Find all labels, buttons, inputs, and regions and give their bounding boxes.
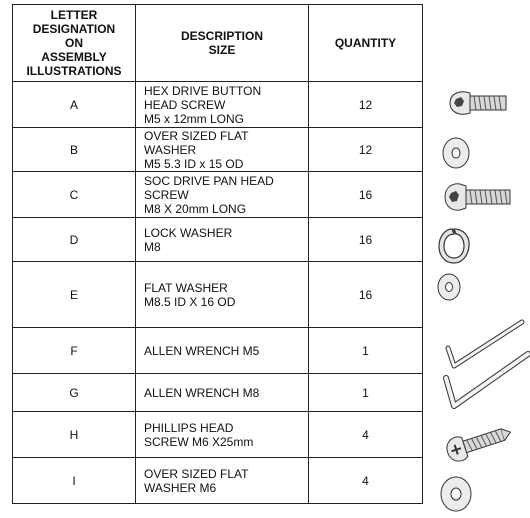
flat-washer-icon: [436, 272, 464, 302]
table-row: [13, 458, 423, 504]
quantity-cell: 12: [309, 82, 423, 128]
description-line: PHILLIPS HEAD: [144, 420, 234, 435]
description-line: M5 5.3 ID x 15 OD: [144, 156, 244, 171]
description-line: FLAT WASHER: [144, 280, 228, 295]
description-cell: [136, 82, 309, 128]
quantity-cell: 1: [309, 374, 423, 412]
phillips-screw-icon: [442, 422, 518, 462]
header-line: ILLUSTRATIONS: [26, 64, 122, 78]
letter-designation-cell: A: [13, 82, 136, 128]
flat-washer-icon: [438, 474, 476, 514]
description-cell: [136, 412, 309, 458]
letter-designation-cell: I: [13, 458, 136, 504]
description-line: WASHER M6: [144, 480, 217, 495]
description-cell: [136, 128, 309, 172]
quantity-cell: 1: [309, 328, 423, 374]
description-line: M8.5 ID X 16 OD: [144, 294, 236, 309]
table-row: [13, 328, 423, 374]
letter-designation-cell: E: [13, 262, 136, 328]
table-row: [13, 374, 423, 412]
description-line: ALLEN WRENCH M8: [144, 385, 260, 400]
description-line: SOC DRIVE PAN HEAD: [144, 173, 274, 188]
table-row: [13, 82, 423, 128]
table-row: [13, 218, 423, 262]
letter-designation-cell: B: [13, 128, 136, 172]
letter-designation-cell: H: [13, 412, 136, 458]
description-line: HEAD SCREW: [144, 97, 226, 112]
hardware-parts-table: [12, 4, 423, 504]
description-line: ALLEN WRENCH M5: [144, 343, 260, 358]
description-cell: [136, 262, 309, 328]
flat-washer-icon: [440, 136, 474, 170]
header-line: LETTER: [50, 8, 98, 22]
description-line: M5 x 12mm LONG: [144, 111, 245, 126]
hardware-illustrations: [426, 0, 530, 518]
letter-designation-cell: C: [13, 172, 136, 218]
description-size-header: [136, 5, 309, 82]
header-line: SIZE: [208, 43, 236, 57]
letter-designation-cell: D: [13, 218, 136, 262]
description-line: SCREW M6 X25mm: [144, 434, 254, 449]
quantity-cell: 12: [309, 128, 423, 172]
description-cell: [136, 374, 309, 412]
pan-head-screw-icon: [442, 180, 518, 214]
quantity-cell: 16: [309, 218, 423, 262]
table-row: [13, 262, 423, 328]
quantity-header: QUANTITY: [309, 5, 423, 82]
lock-washer-icon: [436, 226, 472, 266]
quantity-cell: 4: [309, 412, 423, 458]
allen-wrench-icon: [442, 348, 530, 412]
description-line: OVER SIZED FLAT: [144, 466, 249, 481]
header-row: [13, 5, 423, 82]
description-line: LOCK WASHER: [144, 225, 233, 240]
description-line: M8 X 20mm LONG: [144, 201, 247, 216]
table-row: [13, 172, 423, 218]
quantity-cell: 4: [309, 458, 423, 504]
parts-table-body: [13, 82, 423, 504]
description-cell: [136, 172, 309, 218]
description-line: SCREW: [144, 187, 189, 202]
description-line: M8: [144, 239, 161, 254]
description-line: WASHER: [144, 142, 197, 157]
header-line: DESCRIPTION: [180, 29, 263, 43]
letter-designation-cell: G: [13, 374, 136, 412]
table-row: [13, 128, 423, 172]
description-line: OVER SIZED FLAT: [144, 128, 249, 143]
letter-designation-header: [13, 5, 136, 82]
description-line: HEX DRIVE BUTTON: [144, 83, 262, 98]
letter-designation-cell: F: [13, 328, 136, 374]
description-cell: [136, 218, 309, 262]
header-line: ON: [65, 36, 83, 50]
description-cell: [136, 328, 309, 374]
description-cell: [136, 458, 309, 504]
quantity-cell: 16: [309, 172, 423, 218]
button-head-screw-icon: [446, 88, 516, 118]
header-line: ASSEMBLY: [41, 50, 107, 64]
header-line: DESIGNATION: [32, 22, 116, 36]
quantity-cell: 16: [309, 262, 423, 328]
table-row: [13, 412, 423, 458]
